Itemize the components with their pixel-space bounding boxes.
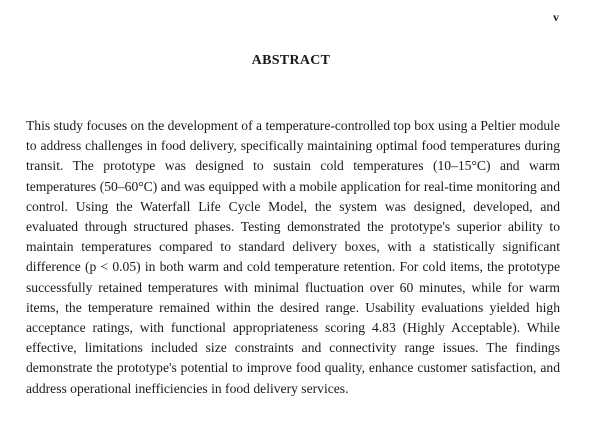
page-number: v (553, 10, 559, 24)
abstract-heading: ABSTRACT (251, 53, 331, 68)
abstract-body: This study focuses on the development of a temperature-controlled top box using a Peltier module to address challenges in food delivery, specifically maintaining optimal food temperatures during transit. The prototype was designed to sustain cold temperatures (10–15°C) and warm temperatures (50–60°C) and was equipped with a mobile application for real-time monitoring and control. Using the Waterfall Life Cycle Model, the system was designed, developed, and evaluated through structured phases. Testing demonstrated the prototype's superior ability to maintain temperatures compared to standard delivery boxes, with a statistically significant difference (p < 0.05) in both warm and cold temperature retention. For cold items, the prototype successfully retained temperatures with minimal fluctuation over 60 minutes, while for warm items, the temperature remained within the desired range. Usability evaluations yielded high acceptance ratings, with functional appropriateness scoring 4.83 (Highly Acceptable). While effective, limitations included size constraints and connectivity range issues. The findings demonstrate the prototype's potential to improve food quality, enhance customer satisfaction, and address operational inefficiencies in food delivery services. (26, 118, 560, 396)
